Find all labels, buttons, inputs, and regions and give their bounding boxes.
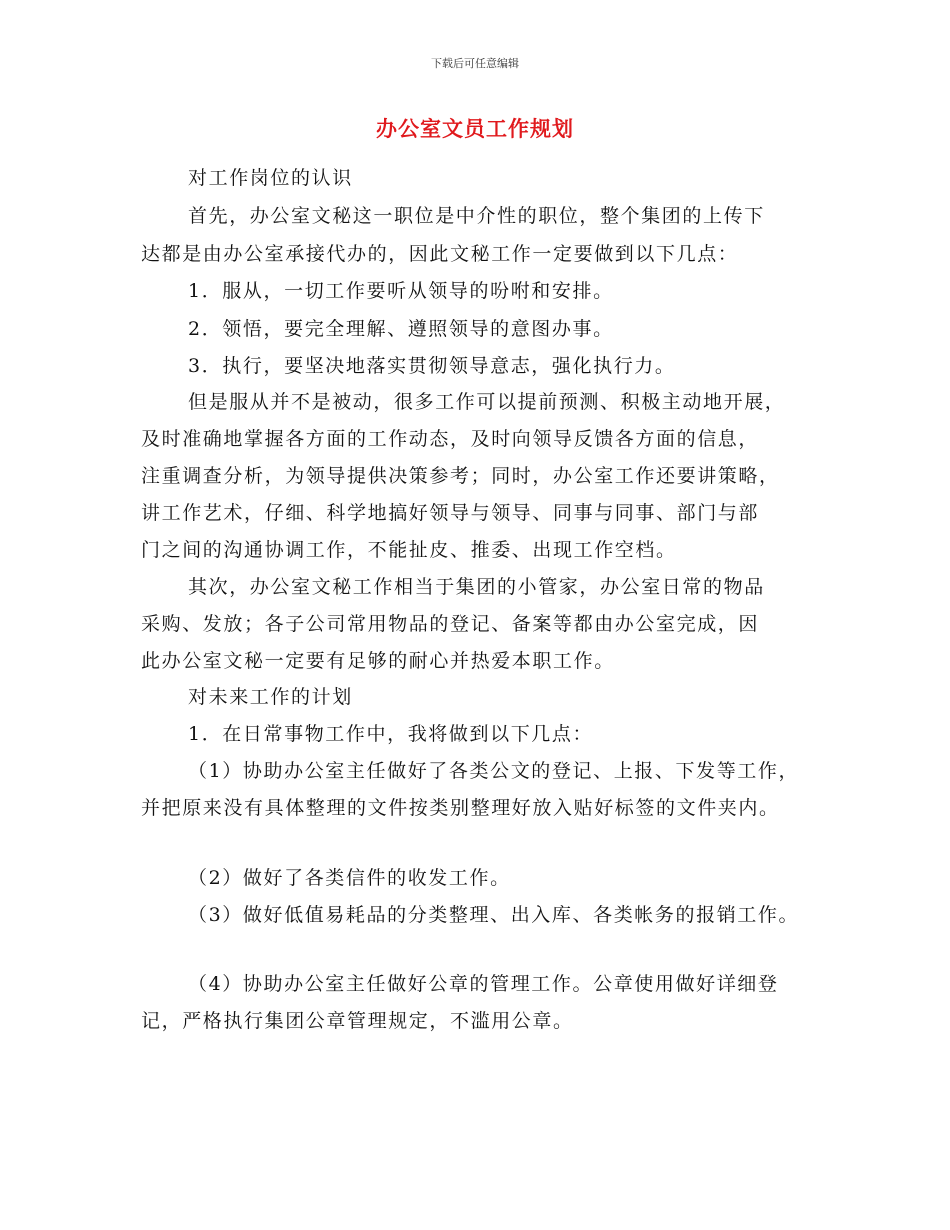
document-title: 办公室文员工作规划 (376, 117, 574, 141)
paragraph-line: 注重调查分析，为领导提供决策参考；同时，办公室工作还要讲策略， (141, 465, 780, 487)
list-item: 1．在日常事物工作中，我将做到以下几点： (188, 723, 594, 745)
paragraph-line: 此办公室文秘一定要有足够的耐心并热爱本职工作。 (141, 650, 615, 672)
list-item: （1）协助办公室主任做好了各类公文的登记、上报、下发等工作， (188, 760, 800, 782)
list-item: 1．服从，一切工作要听从领导的吩咐和安排。 (188, 280, 614, 302)
list-item: （2）做好了各类信件的收发工作。 (188, 867, 511, 889)
list-item: （4）协助办公室主任做好公章的管理工作。公章使用做好详细登 (188, 973, 779, 995)
paragraph-line: 达都是由办公室承接代办的，因此文秘工作一定要做到以下几点： (141, 243, 739, 265)
paragraph-line: 及时准确地掌握各方面的工作动态，及时向领导反馈各方面的信息， (141, 428, 760, 450)
section-heading: 对工作岗位的认识 (188, 167, 353, 189)
paragraph-line: 但是服从并不是被动，很多工作可以提前预测、积极主动地开展， (188, 391, 786, 413)
paragraph-line: 其次，办公室文秘工作相当于集团的小管家，办公室日常的物品 (188, 576, 765, 598)
list-item: 2．领悟，要完全理解、遵照领导的意图办事。 (188, 318, 614, 340)
list-item: （3）做好低值易耗品的分类整理、出入库、各类帐务的报销工作。 (188, 904, 800, 926)
paragraph-line: 首先，办公室文秘这一职位是中介性的职位，整个集团的上传下 (188, 205, 765, 227)
paragraph-line: 记，严格执行集团公章管理规定，不滥用公章。 (141, 1010, 574, 1032)
list-item: 3．执行，要坚决地落实贯彻领导意志，强化执行力。 (188, 355, 676, 377)
paragraph-line: 采购、发放；各子公司常用物品的登记、备案等都由办公室完成，因 (141, 613, 760, 635)
section-heading: 对未来工作的计划 (188, 686, 353, 708)
paragraph-line: 门之间的沟通协调工作，不能扯皮、推委、出现工作空档。 (141, 539, 677, 561)
paragraph-line: 讲工作艺术，仔细、科学地搞好领导与领导、同事与同事、部门与部 (141, 502, 760, 524)
paragraph-line: 并把原来没有具体整理的文件按类别整理好放入贴好标签的文件夹内。 (141, 797, 780, 819)
header-note: 下载后可任意编辑 (431, 57, 519, 70)
